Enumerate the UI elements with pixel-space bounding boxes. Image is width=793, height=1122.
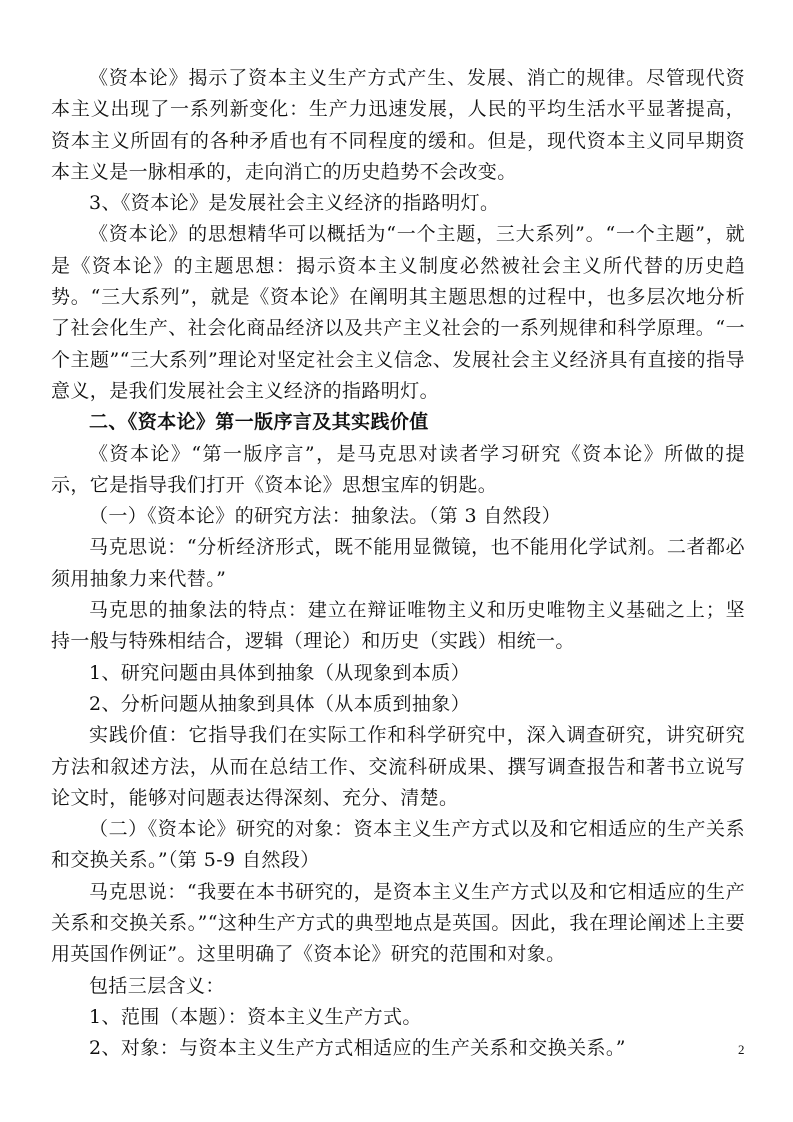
paragraph: 马克思说：“我要在本书研究的，是资本主义生产方式以及和它相适应的生产关系和交换关系。”“这种生产方式的典型地点是英国。因此，我在理论阐述上主要用英国作例证”。这里明确了《资本论》研究的范围和对象。 <box>51 880 745 966</box>
paragraph: 马克思的抽象法的特点：建立在辩证唯物主义和历史唯物主义基础之上；坚持一般与特殊相结合，逻辑（理论）和历史（实践）相统一。 <box>51 599 745 653</box>
paragraph: 实践价值：它指导我们在实际工作和科学研究中，深入调查研究，讲究研究方法和叙述方法，从而在总结工作、交流科研成果、撰写调查报告和著书立说写论文时，能够对问题表达得深刻、充分、清楚。 <box>51 724 745 809</box>
section-heading: 二、《资本论》第一版序言及其实践价值 <box>89 411 429 434</box>
paragraph: 《资本论》“第一版序言”，是马克思对读者学习研究《资本论》所做的提示，它是指导我们打开《资本论》思想宝库的钥匙。 <box>51 442 745 496</box>
paragraph: 包括三层含义： <box>89 974 225 997</box>
document-body <box>51 63 745 1065</box>
list-item: 2、对象：与资本主义生产方式相适应的生产关系和交换关系。” <box>89 1037 626 1060</box>
list-item: 2、分析问题从抽象到具体（从本质到抽象） <box>89 692 471 715</box>
paragraph: 3、《资本论》是发展社会主义经济的指路明灯。 <box>89 192 500 215</box>
paragraph: 《资本论》揭示了资本主义生产方式产生、发展、消亡的规律。尽管现代资本主义出现了一系列新变化：生产力迅速发展，人民的平均生活水平显著提高，资本主义所固有的各种矛盾也有不同程度的缓和。但是，现代资本主义同早期资本主义是一脉相承的，走向消亡的历史趋势不会改变。 <box>51 67 745 183</box>
subsection-heading: （一）《资本论》的研究方法：抽象法。（第 3 自然段） <box>89 505 561 528</box>
page-number: 2 <box>738 1042 745 1057</box>
paragraph: 马克思说：“分析经济形式，既不能用显微镜，也不能用化学试剂。二者都必须用抽象力来代替。” <box>51 536 745 590</box>
paragraph: 《资本论》的思想精华可以概括为“一个主题，三大系列”。“一个主题”，就是《资本论》的主题思想：揭示资本主义制度必然被社会主义所代替的历史趋势。“三大系列”，就是《资本论》在阐明其主题思想的过程中，也多层次地分析了社会化生产、社会化商品经济以及共产主义社会的一系列规律和科学原理。“一个主题”“三大系列”理论对坚定社会主义信念、发展社会主义经济具有直接的指导意义，是我们发展社会主义经济的指路明灯。 <box>51 223 745 402</box>
subsection-heading: （二）《资本论》研究的对象：资本主义生产方式以及和它相适应的生产关系和交换关系。”（第 5-9 自然段） <box>51 818 745 872</box>
list-item: 1、范围（本题）：资本主义生产方式。 <box>89 1005 422 1028</box>
list-item: 1、研究问题由具体到抽象（从现象到本质） <box>89 661 471 684</box>
